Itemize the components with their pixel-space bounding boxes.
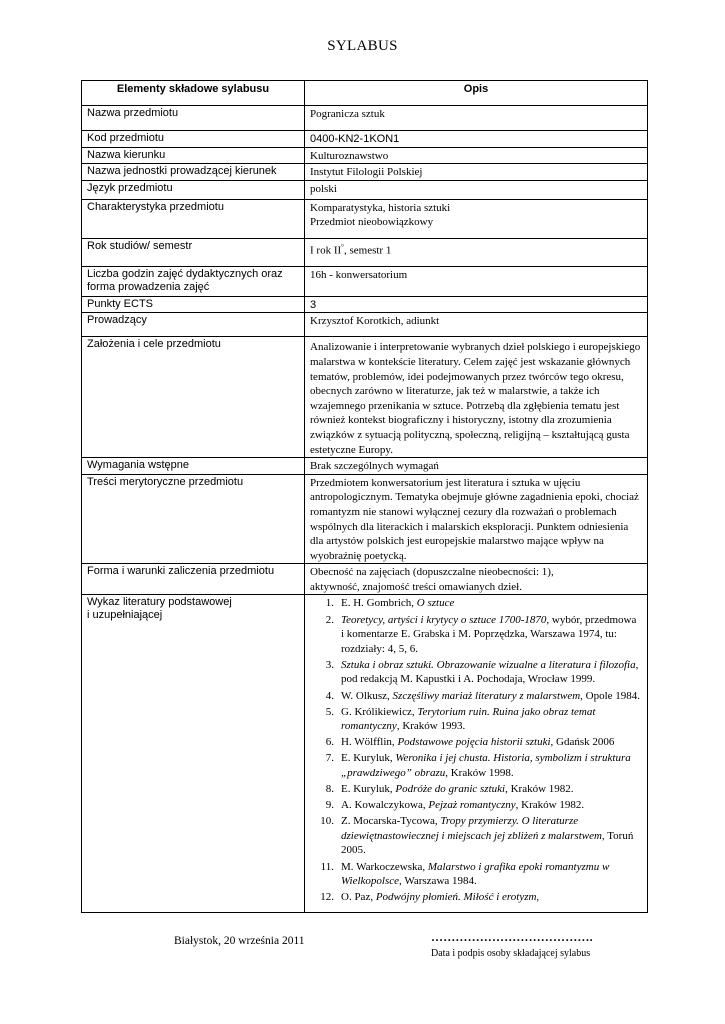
row-value: Pogranicza sztuk [305, 106, 648, 131]
list-item-number: 5. [325, 705, 334, 718]
row-label: Charakterystyka przedmiotu [82, 199, 305, 238]
degree-sup: ° [341, 242, 344, 251]
author: O. Paz, [341, 891, 376, 904]
publication-details: , Warszawa 1984. [399, 875, 477, 888]
row-label: Nazwa kierunku [82, 147, 305, 164]
header-description: Opis [305, 81, 648, 106]
label-line: i uzupełniającej [87, 609, 163, 622]
table-row [82, 238, 648, 266]
row-label: Założenia i cele przedmiotu [82, 337, 305, 458]
row-value: 3 [305, 296, 648, 313]
author: M. Warkoczewska, [341, 860, 428, 873]
list-item [310, 658, 642, 687]
value-line: Przedmiot nieobowiązkowy [310, 216, 434, 229]
publication-details: , Kraków 1982. [515, 799, 585, 812]
publication-details: , Gdańsk 2006 [550, 736, 615, 749]
row-value [305, 564, 648, 595]
row-value: 16h - konwersatorium [305, 266, 648, 296]
signature-line: …………………………………. [431, 930, 593, 944]
row-value: Przedmiotem konwersatorium jest literatura i sztuka w ujęciu antropologicznym. Tematyka obejmuje główne zagadnienia epoki, chociaż romantyzm nie stanowi wyłącznej cezury dla rozważań o problemach wspólnych dla literackich i malarskich eksploracji. Punktem odniesienia dla artystów polskich jest europejskie malarstwo mające wpływ na wyobraźnię poetycką. [305, 474, 648, 564]
row-value: Analizowanie i interpretowanie wybranych dzieł polskiego i europejskiego malarstwa w kontekście literatury. Celem zajęć jest wskazanie głównych tematów, problemów, idei podejmowanych przez twórców tego okresu, obecnych zarówno w literaturze, jak też w malarstwie, a także ich wzajemnego przenikania w sztuce. Potrzebą dla zgłębienia tematu jest również kontekst biograficzny i historyczny, istotny dla zrozumienia związków z sytuacją polityczną, społeczną, religijną – kształtującą gusta estetyczne Europy. [305, 337, 648, 458]
work-title: Podstawowe pojęcia historii sztuki [397, 736, 551, 749]
row-label: Liczba godzin zajęć dydaktycznych oraz forma prowadzenia zajęć [82, 266, 305, 296]
row-value: 0400-KN2-1KON1 [305, 131, 648, 148]
label-line: Wykaz literatury podstawowej [87, 596, 232, 609]
row-value: polski [305, 180, 648, 199]
list-item-number: 4. [325, 689, 334, 702]
list-item-number: 9. [325, 799, 334, 812]
list-item-number: 12. [320, 891, 334, 904]
author: G. Królikiewicz, [341, 705, 418, 718]
value-line: Obecność na zajęciach (dopuszczalne nieobecności: 1), [310, 566, 554, 579]
table-row [82, 180, 648, 199]
publication-details: , Kraków 1982. [505, 783, 574, 796]
row-label: Treści merytoryczne przedmiotu [82, 474, 305, 564]
work-title: Podwójny płomień. Miłość i erotyzm, [375, 891, 540, 904]
publication-details: , Opole 1984. [580, 689, 641, 702]
work-title: Weronika i jej chusta. Historia, symbolizm i struktura „prawdziwego” obrazu [341, 752, 631, 779]
list-item [310, 890, 642, 905]
author: E. Kuryluk, [341, 752, 396, 765]
table-row [82, 164, 648, 181]
table-row [82, 296, 648, 313]
table-row [82, 266, 648, 296]
year-text: I rok II [310, 244, 342, 257]
row-value [305, 199, 648, 238]
author: H. Wölfflin, [341, 736, 398, 749]
list-item [310, 705, 642, 734]
signature-caption: Data i podpis osoby składającej sylabus [431, 948, 591, 959]
work-title: Podróże do granic sztuki [395, 783, 506, 796]
author: Z. Mocarska-Tycowa, [341, 815, 441, 828]
list-item-number: 1. [325, 597, 334, 610]
row-label [82, 595, 305, 913]
author: A. Kowalczykowa, [341, 799, 429, 812]
publication-details: , wybór, przedmowa i komentarze E. Grabska i M. Poprzędzka, Warszawa 1974, tu: rozdziały: 4, 5, 6. [341, 613, 637, 655]
table-row [82, 474, 648, 564]
work-title: Terytorium ruin. Ruina jako obraz temat romantyczny [341, 705, 596, 733]
table-header-row [82, 81, 648, 106]
value-line: Komparatystyka, historia sztuki [310, 201, 451, 214]
publication-details: , Kraków 1993. [396, 720, 466, 733]
semester-text: , semestr 1 [343, 244, 392, 257]
list-item-number: 10. [320, 815, 334, 828]
row-label: Język przedmiotu [82, 180, 305, 199]
list-item [310, 782, 642, 797]
table-row [82, 147, 648, 164]
table-row [82, 199, 648, 238]
value-line: aktywność, znajomość treści omawianych dzieł. [310, 580, 522, 593]
table-row [82, 595, 648, 913]
list-item-number: 2. [325, 613, 334, 626]
work-title: O sztuce [416, 597, 455, 610]
work-title: Teoretycy, artyści i krytycy o sztuce 1700-1870 [341, 613, 547, 626]
row-label: Prowadzący [82, 313, 305, 337]
work-title: Pejzaż romantyczny [428, 799, 516, 812]
list-item [310, 735, 642, 750]
list-item-number: 11. [320, 860, 334, 873]
row-label: Nazwa jednostki prowadzącej kierunek [82, 164, 305, 181]
table-row [82, 564, 648, 595]
row-value: Krzysztof Korotkich, adiunkt [305, 313, 648, 337]
list-item-number: 7. [325, 752, 334, 765]
table-row [82, 313, 648, 337]
table-row [82, 337, 648, 458]
row-value: Kulturoznawstwo [305, 147, 648, 164]
syllabus-table [81, 80, 648, 913]
row-label: Rok studiów/ semestr [82, 238, 305, 266]
row-label: Punkty ECTS [82, 296, 305, 313]
list-item-number: 8. [325, 783, 334, 796]
publication-details: , Toruń 2005. [341, 829, 634, 857]
row-value: Instytut Filologii Polskiej [305, 164, 648, 181]
publication-details: , pod redakcją M. Kapustki i A. Pochodaja, Wrocław 1999. [341, 658, 639, 686]
list-item-number: 6. [325, 736, 334, 749]
row-value [305, 595, 648, 913]
table-row [82, 106, 648, 131]
row-label: Kod przedmiotu [82, 131, 305, 148]
author: E. Kuryluk, [341, 783, 396, 796]
row-label: Nazwa przedmiotu [82, 106, 305, 131]
author: E. H. Gombrich, [341, 597, 417, 610]
author: W. Olkusz, [341, 689, 393, 702]
document-title: SYLABUS [327, 38, 398, 54]
list-item [310, 860, 642, 889]
list-item [310, 798, 642, 813]
row-value [305, 238, 648, 266]
publication-details: , Kraków 1998. [445, 767, 514, 779]
list-item [310, 596, 642, 611]
list-item [310, 814, 642, 858]
work-title: Sztuka i obraz sztuki. Obrazowanie wizualne a literatura i filozofia [341, 658, 636, 671]
work-title: Tropy przymierzy. O literaturze dziewiętnastowiecznej i miejscach jej zbliżeń z malarstwem [341, 815, 602, 842]
list-item-number: 3. [325, 658, 334, 671]
list-item [310, 689, 642, 704]
list-item [310, 613, 642, 657]
row-value: Brak szczególnych wymagań [305, 458, 648, 475]
list-item [310, 751, 642, 780]
row-label: Forma i warunki zaliczenia przedmiotu [82, 564, 305, 595]
literature-list [310, 596, 642, 904]
work-title: Szczęśliwy mariaż literatury z malarstwem [392, 689, 581, 702]
place-date: Białystok, 20 września 2011 [174, 935, 305, 947]
table-row [82, 458, 648, 475]
table-row [82, 131, 648, 148]
header-elements: Elementy składowe sylabusu [82, 81, 305, 106]
work-title: Malarstwo i grafika epoki romantyzmu w Wielkopolsce [341, 860, 610, 888]
row-label: Wymagania wstępne [82, 458, 305, 475]
